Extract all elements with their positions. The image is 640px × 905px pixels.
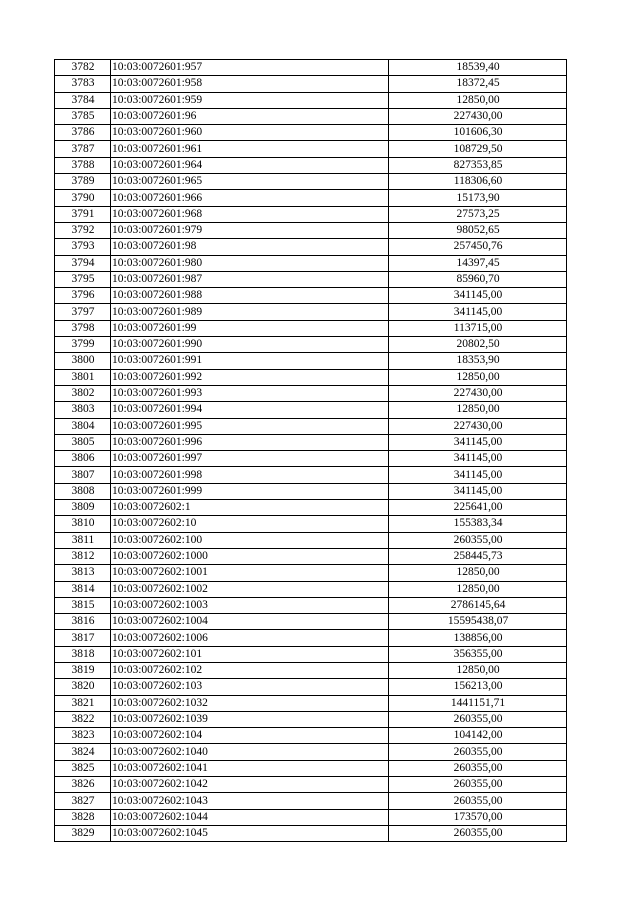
cadastral-number-cell: 10:03:0072601:992 — [111, 369, 389, 385]
table-row — [55, 157, 567, 173]
cadastral-number-cell: 10:03:0072602:1041 — [111, 760, 389, 776]
row-number-cell: 3785 — [55, 108, 111, 124]
cadastral-number-cell: 10:03:0072602:1001 — [111, 565, 389, 581]
table-row — [55, 92, 567, 108]
cadastral-number-cell: 10:03:0072601:997 — [111, 451, 389, 467]
cadastral-number-cell: 10:03:0072602:1040 — [111, 744, 389, 760]
row-number-cell: 3812 — [55, 548, 111, 564]
value-cell: 260355,00 — [389, 825, 567, 841]
row-number-cell: 3795 — [55, 271, 111, 287]
row-number-cell: 3822 — [55, 711, 111, 727]
value-cell: 12850,00 — [389, 402, 567, 418]
row-number-cell: 3809 — [55, 500, 111, 516]
table-row — [55, 744, 567, 760]
table-row — [55, 239, 567, 255]
cadastral-number-cell: 10:03:0072601:959 — [111, 92, 389, 108]
cadastral-number-cell: 10:03:0072601:995 — [111, 418, 389, 434]
row-number-cell: 3806 — [55, 451, 111, 467]
row-number-cell: 3808 — [55, 483, 111, 499]
table-body — [55, 60, 567, 842]
table-row — [55, 793, 567, 809]
row-number-cell: 3798 — [55, 320, 111, 336]
value-cell: 12850,00 — [389, 565, 567, 581]
table-row — [55, 369, 567, 385]
cadastral-number-cell: 10:03:0072601:965 — [111, 174, 389, 190]
value-cell: 341145,00 — [389, 483, 567, 499]
value-cell: 27573,25 — [389, 206, 567, 222]
row-number-cell: 3813 — [55, 565, 111, 581]
table-row — [55, 597, 567, 613]
value-cell: 260355,00 — [389, 760, 567, 776]
table-row — [55, 728, 567, 744]
value-cell: 341145,00 — [389, 451, 567, 467]
value-cell: 15595438,07 — [389, 614, 567, 630]
value-cell: 101606,30 — [389, 125, 567, 141]
cadastral-number-cell: 10:03:0072602:103 — [111, 679, 389, 695]
value-cell: 20802,50 — [389, 337, 567, 353]
value-cell: 260355,00 — [389, 793, 567, 809]
row-number-cell: 3828 — [55, 809, 111, 825]
table-row — [55, 467, 567, 483]
table-row — [55, 385, 567, 401]
table-row — [55, 206, 567, 222]
cadastral-number-cell: 10:03:0072602:1002 — [111, 581, 389, 597]
row-number-cell: 3811 — [55, 532, 111, 548]
cadastral-number-cell: 10:03:0072602:1004 — [111, 614, 389, 630]
value-cell: 12850,00 — [389, 581, 567, 597]
row-number-cell: 3810 — [55, 516, 111, 532]
row-number-cell: 3818 — [55, 646, 111, 662]
value-cell: 227430,00 — [389, 385, 567, 401]
row-number-cell: 3804 — [55, 418, 111, 434]
table-row — [55, 679, 567, 695]
table-row — [55, 630, 567, 646]
value-cell: 341145,00 — [389, 304, 567, 320]
table-row — [55, 451, 567, 467]
cadastral-number-cell: 10:03:0072601:990 — [111, 337, 389, 353]
value-cell: 108729,50 — [389, 141, 567, 157]
row-number-cell: 3800 — [55, 353, 111, 369]
table-row — [55, 320, 567, 336]
row-number-cell: 3794 — [55, 255, 111, 271]
cadastral-number-cell: 10:03:0072601:98 — [111, 239, 389, 255]
row-number-cell: 3824 — [55, 744, 111, 760]
cadastral-number-cell: 10:03:0072601:966 — [111, 190, 389, 206]
cadastral-number-cell: 10:03:0072601:980 — [111, 255, 389, 271]
row-number-cell: 3817 — [55, 630, 111, 646]
cadastral-number-cell: 10:03:0072601:998 — [111, 467, 389, 483]
table-row — [55, 711, 567, 727]
table-row — [55, 662, 567, 678]
table-row — [55, 304, 567, 320]
row-number-cell: 3791 — [55, 206, 111, 222]
table-row — [55, 222, 567, 238]
row-number-cell: 3826 — [55, 777, 111, 793]
cadastral-number-cell: 10:03:0072602:1043 — [111, 793, 389, 809]
table-row — [55, 255, 567, 271]
row-number-cell: 3797 — [55, 304, 111, 320]
row-number-cell: 3789 — [55, 174, 111, 190]
cadastral-number-cell: 10:03:0072601:99 — [111, 320, 389, 336]
cadastral-number-cell: 10:03:0072601:979 — [111, 222, 389, 238]
value-cell: 356355,00 — [389, 646, 567, 662]
value-cell: 104142,00 — [389, 728, 567, 744]
cadastral-number-cell: 10:03:0072602:1 — [111, 500, 389, 516]
cadastral-number-cell: 10:03:0072601:964 — [111, 157, 389, 173]
cadastral-number-cell: 10:03:0072602:1006 — [111, 630, 389, 646]
table-row — [55, 825, 567, 841]
row-number-cell: 3796 — [55, 288, 111, 304]
row-number-cell: 3784 — [55, 92, 111, 108]
row-number-cell: 3788 — [55, 157, 111, 173]
value-cell: 155383,34 — [389, 516, 567, 532]
cadastral-number-cell: 10:03:0072601:993 — [111, 385, 389, 401]
row-number-cell: 3815 — [55, 597, 111, 613]
table-row — [55, 108, 567, 124]
value-cell: 18539,40 — [389, 60, 567, 76]
value-cell: 156213,00 — [389, 679, 567, 695]
cadastral-number-cell: 10:03:0072601:96 — [111, 108, 389, 124]
row-number-cell: 3829 — [55, 825, 111, 841]
cadastral-number-cell: 10:03:0072601:958 — [111, 76, 389, 92]
cadastral-number-cell: 10:03:0072602:10 — [111, 516, 389, 532]
value-cell: 827353,85 — [389, 157, 567, 173]
table-row — [55, 174, 567, 190]
table-row — [55, 695, 567, 711]
value-cell: 341145,00 — [389, 434, 567, 450]
table-row — [55, 402, 567, 418]
table-row — [55, 614, 567, 630]
row-number-cell: 3782 — [55, 60, 111, 76]
value-cell: 260355,00 — [389, 532, 567, 548]
cadastral-number-cell: 10:03:0072601:991 — [111, 353, 389, 369]
value-cell: 118306,60 — [389, 174, 567, 190]
row-number-cell: 3790 — [55, 190, 111, 206]
table-row — [55, 646, 567, 662]
cadastral-number-cell: 10:03:0072602:100 — [111, 532, 389, 548]
cadastral-number-cell: 10:03:0072602:1032 — [111, 695, 389, 711]
value-cell: 260355,00 — [389, 777, 567, 793]
table-row — [55, 500, 567, 516]
cadastral-number-cell: 10:03:0072601:988 — [111, 288, 389, 304]
table-row — [55, 418, 567, 434]
value-cell: 341145,00 — [389, 288, 567, 304]
row-number-cell: 3823 — [55, 728, 111, 744]
value-cell: 1441151,71 — [389, 695, 567, 711]
table-row — [55, 760, 567, 776]
cadastral-number-cell: 10:03:0072601:999 — [111, 483, 389, 499]
cadastral-number-cell: 10:03:0072602:101 — [111, 646, 389, 662]
row-number-cell: 3799 — [55, 337, 111, 353]
table-row — [55, 777, 567, 793]
row-number-cell: 3825 — [55, 760, 111, 776]
value-cell: 260355,00 — [389, 711, 567, 727]
cadastral-number-cell: 10:03:0072602:104 — [111, 728, 389, 744]
row-number-cell: 3787 — [55, 141, 111, 157]
table-row — [55, 434, 567, 450]
cadastral-number-cell: 10:03:0072602:1045 — [111, 825, 389, 841]
table-row — [55, 288, 567, 304]
cadastral-number-cell: 10:03:0072601:996 — [111, 434, 389, 450]
row-number-cell: 3792 — [55, 222, 111, 238]
table-row — [55, 271, 567, 287]
row-number-cell: 3786 — [55, 125, 111, 141]
value-cell: 341145,00 — [389, 467, 567, 483]
value-cell: 15173,90 — [389, 190, 567, 206]
value-cell: 258445,73 — [389, 548, 567, 564]
table-row — [55, 565, 567, 581]
value-cell: 18372,45 — [389, 76, 567, 92]
table-row — [55, 60, 567, 76]
row-number-cell: 3827 — [55, 793, 111, 809]
table-row — [55, 190, 567, 206]
table-row — [55, 548, 567, 564]
cadastral-number-cell: 10:03:0072601:961 — [111, 141, 389, 157]
value-cell: 14397,45 — [389, 255, 567, 271]
value-cell: 85960,70 — [389, 271, 567, 287]
row-number-cell: 3793 — [55, 239, 111, 255]
row-number-cell: 3821 — [55, 695, 111, 711]
cadastral-number-cell: 10:03:0072601:960 — [111, 125, 389, 141]
table-row — [55, 125, 567, 141]
table-row — [55, 141, 567, 157]
value-cell: 260355,00 — [389, 744, 567, 760]
value-cell: 12850,00 — [389, 662, 567, 678]
cadastral-number-cell: 10:03:0072601:994 — [111, 402, 389, 418]
cadastral-number-cell: 10:03:0072602:1044 — [111, 809, 389, 825]
table-row — [55, 353, 567, 369]
row-number-cell: 3816 — [55, 614, 111, 630]
value-cell: 98052,65 — [389, 222, 567, 238]
value-cell: 2786145,64 — [389, 597, 567, 613]
cadastral-number-cell: 10:03:0072602:1000 — [111, 548, 389, 564]
cadastral-number-cell: 10:03:0072602:102 — [111, 662, 389, 678]
table-row — [55, 581, 567, 597]
row-number-cell: 3814 — [55, 581, 111, 597]
value-cell: 18353,90 — [389, 353, 567, 369]
table-row — [55, 483, 567, 499]
value-cell: 227430,00 — [389, 418, 567, 434]
row-number-cell: 3801 — [55, 369, 111, 385]
cadastral-number-cell: 10:03:0072602:1039 — [111, 711, 389, 727]
cadastral-number-cell: 10:03:0072601:957 — [111, 60, 389, 76]
table-row — [55, 76, 567, 92]
cadastral-number-cell: 10:03:0072601:968 — [111, 206, 389, 222]
cadastral-number-cell: 10:03:0072601:989 — [111, 304, 389, 320]
table-row — [55, 809, 567, 825]
value-cell: 138856,00 — [389, 630, 567, 646]
row-number-cell: 3807 — [55, 467, 111, 483]
row-number-cell: 3820 — [55, 679, 111, 695]
value-cell: 227430,00 — [389, 108, 567, 124]
value-cell: 257450,76 — [389, 239, 567, 255]
row-number-cell: 3819 — [55, 662, 111, 678]
cadastral-number-cell: 10:03:0072601:987 — [111, 271, 389, 287]
value-cell: 225641,00 — [389, 500, 567, 516]
value-cell: 12850,00 — [389, 369, 567, 385]
row-number-cell: 3802 — [55, 385, 111, 401]
cadastral-value-table — [54, 59, 567, 842]
row-number-cell: 3805 — [55, 434, 111, 450]
cadastral-number-cell: 10:03:0072602:1042 — [111, 777, 389, 793]
value-cell: 113715,00 — [389, 320, 567, 336]
value-cell: 12850,00 — [389, 92, 567, 108]
row-number-cell: 3783 — [55, 76, 111, 92]
value-cell: 173570,00 — [389, 809, 567, 825]
cadastral-number-cell: 10:03:0072602:1003 — [111, 597, 389, 613]
table-row — [55, 532, 567, 548]
row-number-cell: 3803 — [55, 402, 111, 418]
table-row — [55, 337, 567, 353]
table-row — [55, 516, 567, 532]
